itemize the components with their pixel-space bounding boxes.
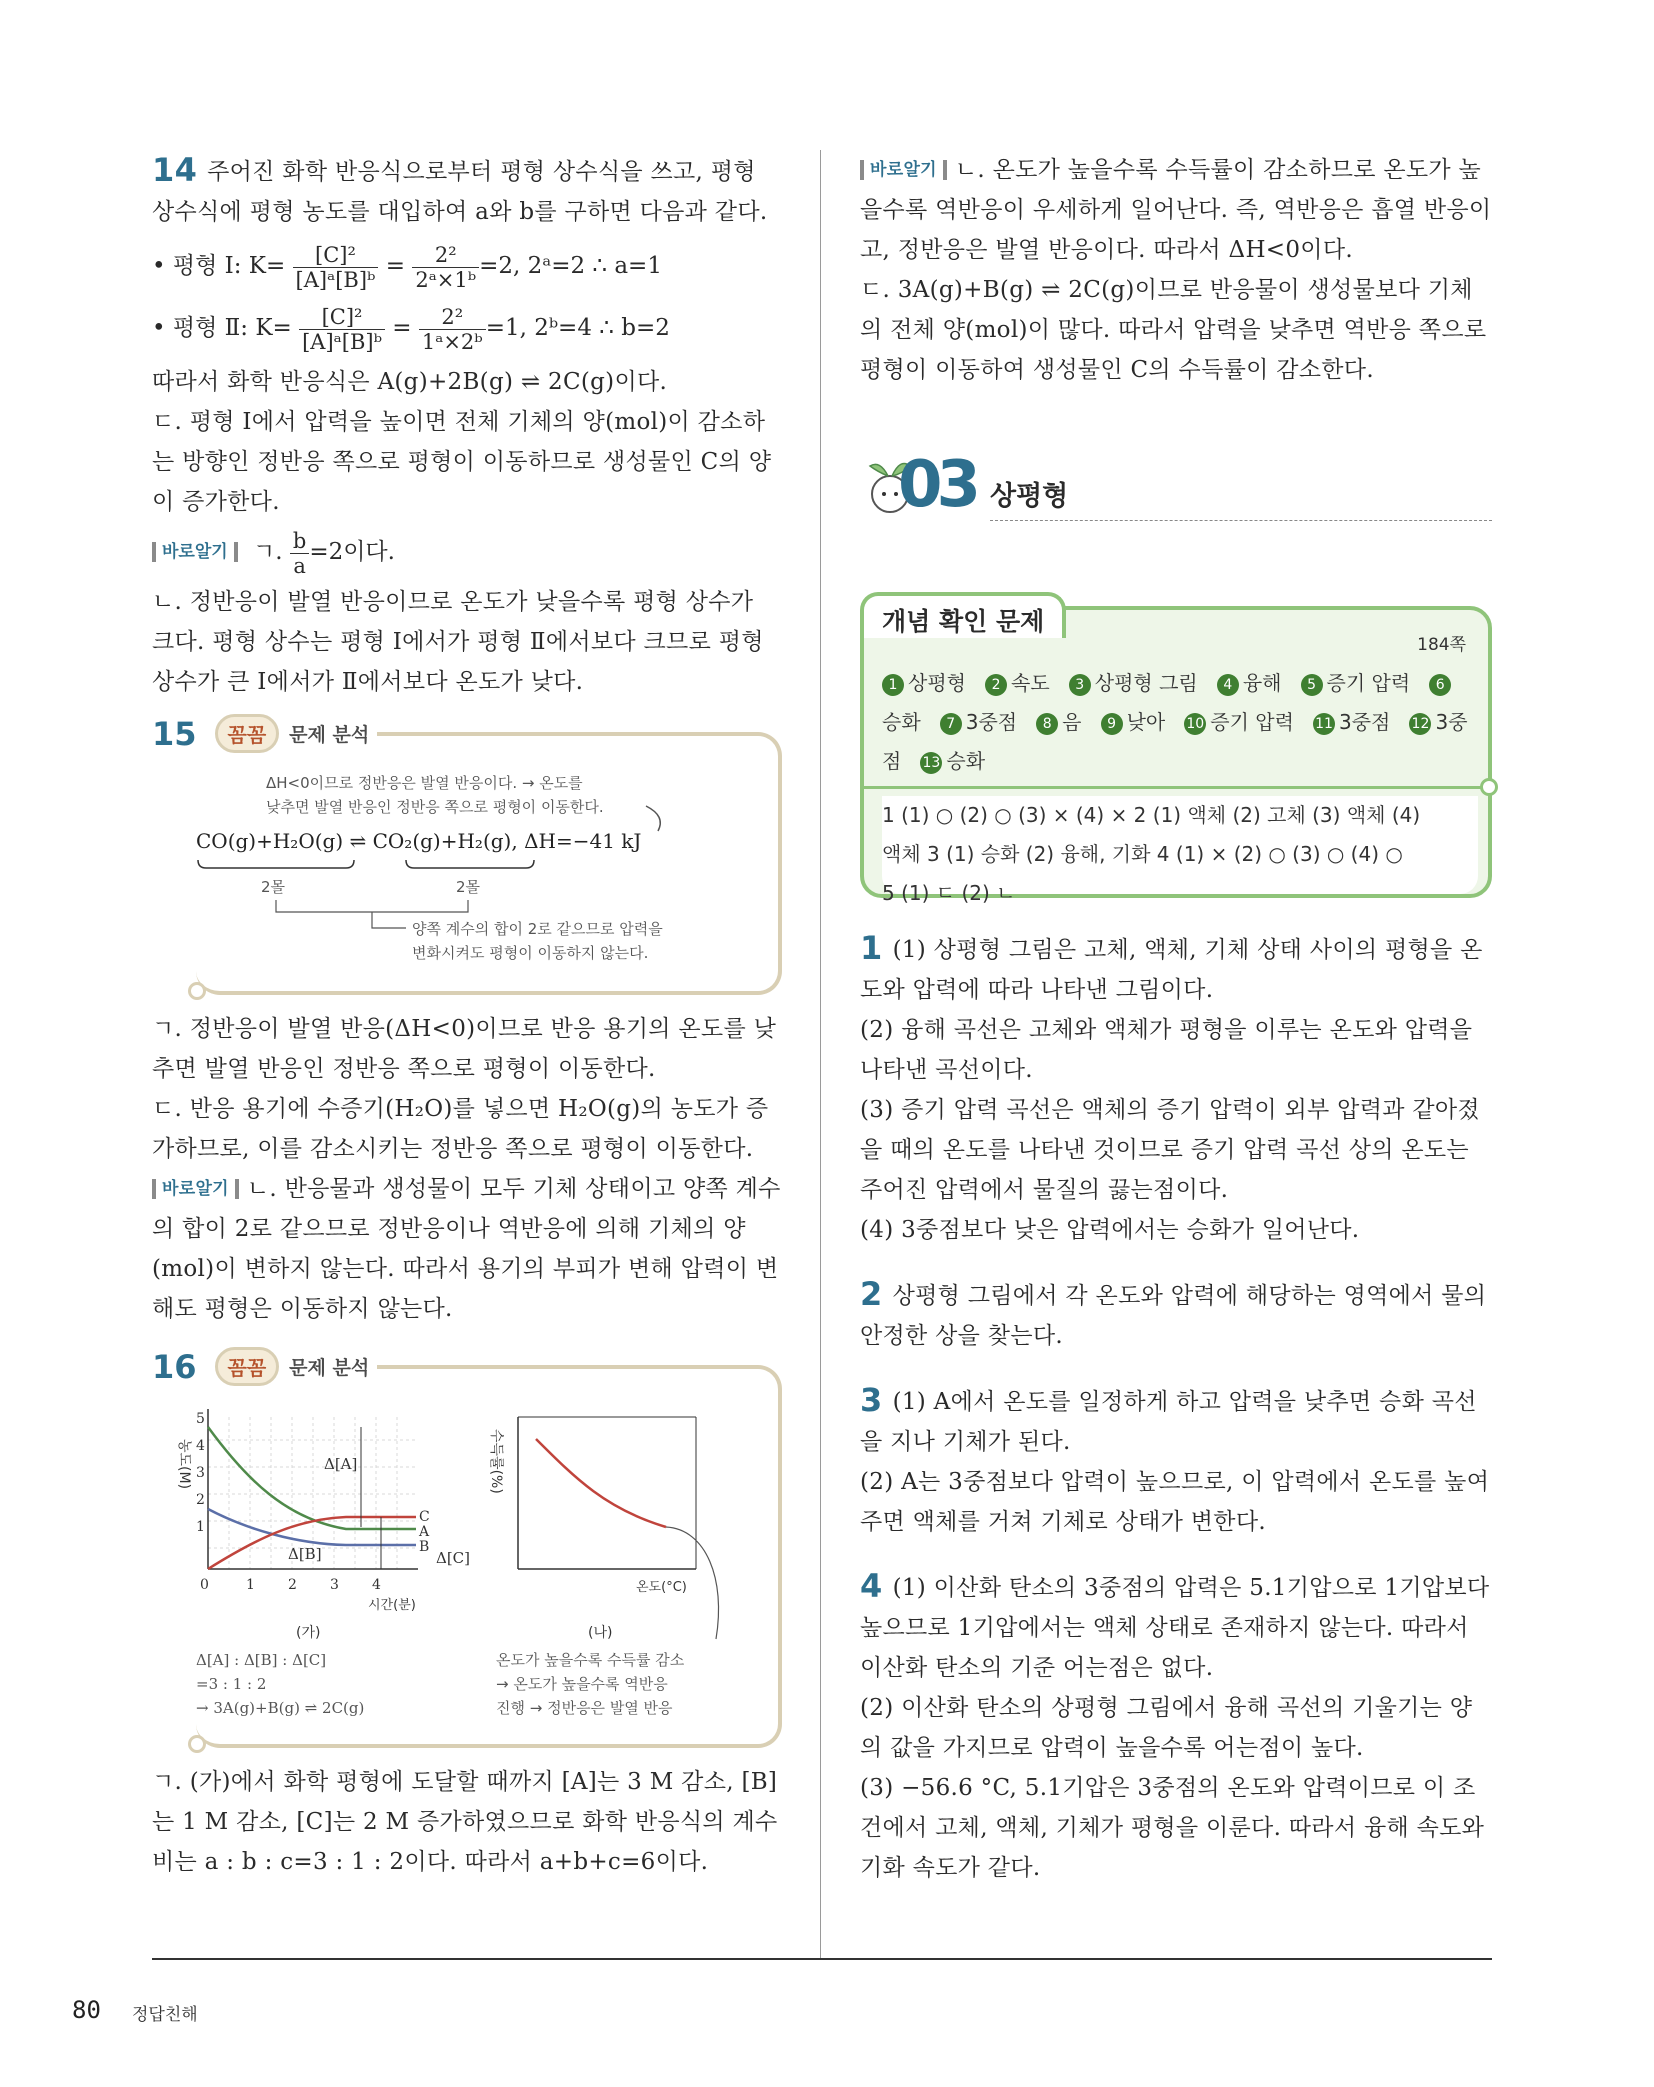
curve-B xyxy=(208,1509,416,1545)
graphs xyxy=(176,1369,776,1739)
correction-tag: 바로알기 xyxy=(152,542,238,562)
correction-tag: 바로알기 xyxy=(152,1179,239,1199)
question-number: 16 xyxy=(152,1347,197,1386)
bracket-right xyxy=(406,860,534,868)
concept-page: 184쪽 xyxy=(1417,635,1466,655)
graph-b-ylabel: 수득률(%) xyxy=(488,1429,504,1494)
bracket-left xyxy=(198,860,354,868)
concept-item: 11 3중점 xyxy=(1313,710,1390,734)
box-dot xyxy=(188,1735,206,1753)
answer-3: 3 (1) A에서 온도를 일정하게 하고 압력을 낮추면 승화 곡선을 지나 기체가 된다. (2) A는 3중점보다 압력이 높으므로, 이 압력에서 온도를 높여 주면 액체를 거쳐 기체로 상태가 변한다. xyxy=(860,1380,1492,1542)
y-tick: 4 xyxy=(196,1438,205,1454)
box-dot xyxy=(188,982,206,1000)
concept-item: 5 증기 압력 xyxy=(1301,671,1411,695)
concept-item: 12 3중점 xyxy=(882,710,1468,773)
series-label-B: B xyxy=(419,1539,430,1555)
footer-rule xyxy=(152,1958,1492,1960)
concept-item: 8 음 xyxy=(1036,710,1081,734)
answer-4: 4 (1) 이산화 탄소의 3중점의 압력은 5.1기압으로 1기압보다 높으므로 1기압에서는 액체 상태로 존재하지 않는다. 따라서 이산화 탄소의 기준 어는점은 없다. (2) 이산화 탄소의 상평형 그림에서 융해 곡선의 기울기는 양의 값을 가지므로 압력이 높을수록 어는점이 높다. (3) −56.6 °C, 5.1기압은 3중점의 온도와 압력이므로 이 조건에서 고체, 액체, 기체가 평형을 이룬다. 따라서 융해 속도와 기화 속도가 같다. xyxy=(860,1566,1492,1888)
delta-B-label: Δ[B] xyxy=(288,1545,322,1563)
x-tick: 1 xyxy=(246,1577,255,1593)
answer-1: 1 (1) 상평형 그림은 고체, 액체, 기체 상태 사이의 평형을 온도와 압력에 따라 나타낸 그림이다. (2) 융해 곡선은 고체와 액체가 평형을 이루는 온도와 압력을 나타낸 곡선이다. (3) 증기 압력 곡선은 액체의 증기 압력이 외부 압력과 같아졌을 때의 온도를 나타낸 것이므로 증기 압력 곡선 상의 온도는 주어진 압력에서 물질의 끓는점이다. (4) 3중점보다 낮은 압력에서는 승화가 일어난다. xyxy=(860,928,1492,1250)
reaction-equation: CO(g)+H₂O(g) ⇌ CO₂(g)+H₂(g), ΔH=−41 kJ xyxy=(196,829,642,853)
answer-row: 1 (1) ○ (2) ○ (3) × (4) × 2 (1) 액체 (2) 고체 (3) 액체 (4) xyxy=(882,803,1421,827)
analysis-label: 문제 분석 xyxy=(289,724,370,746)
concept-item: 2 속도 xyxy=(985,671,1050,695)
note-a-3: → 3A(g)+B(g) ⇌ 2C(g) xyxy=(196,1699,365,1717)
y-tick: 5 xyxy=(196,1411,205,1427)
note-b-1: 온도가 높을수록 수득률 감소 xyxy=(496,1651,685,1669)
concept-item: 10 증기 압력 xyxy=(1184,710,1294,734)
text-line: (2) A는 3중점보다 압력이 높으므로, 이 압력에서 온도를 높여 주면 액체를 거쳐 기체로 상태가 변한다. xyxy=(860,1469,1490,1535)
concept-item: 1 상평형 xyxy=(882,671,966,695)
page-number: 80 xyxy=(72,1996,101,2024)
graph-b xyxy=(488,1417,719,1717)
answer-number: 4 xyxy=(860,1567,883,1605)
text-line: (2) 융해 곡선은 고체와 액체가 평형을 이루는 온도와 압력을 나타낸 곡선이다. xyxy=(860,1017,1473,1083)
analysis-label: 문제 분석 xyxy=(289,1357,370,1379)
delta-C-label: Δ[C] xyxy=(436,1549,471,1567)
concept-item: 7 3중점 xyxy=(940,710,1017,734)
note-1: ΔH<0이므로 정반응은 발열 반응이다. → 온도를 xyxy=(266,774,583,792)
reaction-annotation xyxy=(196,736,776,986)
note-3: 양쪽 계수의 합이 2로 같으므로 압력을 xyxy=(412,920,663,938)
curve-A xyxy=(208,1427,416,1529)
concept-item: 4 융해 xyxy=(1217,671,1282,695)
note-a-1: Δ[A] : Δ[B] : Δ[C] xyxy=(196,1651,327,1669)
text-line: ㄱ. 정반응이 발열 반응(ΔH<0)이므로 반응 용기의 온도를 낮추면 발열 반응인 정반응 쪽으로 평형이 이동한다. xyxy=(152,1016,777,1082)
note-arrow xyxy=(646,806,660,831)
text-line: ㄷ. 3A(g)+B(g) ⇌ 2C(g)이므로 반응물이 생성물보다 기체의 전체 양(mol)이 많다. 따라서 압력을 낮추면 역반응 쪽으로 평형이 이동하여 생성물인 C의 수득률이 감소한다. xyxy=(860,277,1487,383)
text-line: ㄷ. 평형 Ⅰ에서 압력을 높이면 전체 기체의 양(mol)이 감소하는 방향인 정반응 쪽으로 평형이 이동하므로 생성물인 C의 양이 증가한다. xyxy=(152,409,772,515)
y-tick: 1 xyxy=(196,1519,205,1535)
graph-a-caption: (가) xyxy=(296,1625,321,1641)
text-line: (2) 이산화 탄소의 상평형 그림에서 융해 곡선의 기울기는 양의 값을 가지므로 압력이 높을수록 어는점이 높다. xyxy=(860,1695,1473,1761)
question-number: 15 xyxy=(152,714,197,753)
answer-number: 3 xyxy=(860,1381,883,1419)
equation-1: • 평형 Ⅰ: K= $\frac{\text{[C]²}}{\text{[A]ᵃ[B]ᵇ}}$ = $\frac{\text{2²}}{\text{2ᵃ×1ᵇ}}$ =2, 2ᵃ=2 ∴ a=1 xyxy=(152,242,662,292)
question-16 xyxy=(152,1347,782,1882)
yield-curve xyxy=(536,1439,666,1527)
question-number: 14 xyxy=(152,151,198,189)
answer-row: 5 (1) ㄷ (2) ㄴ xyxy=(882,881,1016,905)
series-label-A: A xyxy=(419,1524,430,1540)
footer-label: 정답친해 xyxy=(132,2005,198,2025)
note-b-3: 진행 → 정반응은 발열 반응 xyxy=(496,1699,673,1717)
separator-dot xyxy=(1480,778,1498,796)
graph-b-xlabel: 온도(°C) xyxy=(636,1580,687,1595)
y-tick: 2 xyxy=(196,1492,205,1508)
concept-item: 9 낮아 xyxy=(1101,710,1166,734)
delta-A-label: Δ[A] xyxy=(324,1455,358,1473)
section-number: 03 xyxy=(898,448,976,522)
note-2: 낮추면 발열 반응인 정반응 쪽으로 평형이 이동한다. xyxy=(266,798,604,816)
analysis-pill: 꼼꼼 xyxy=(215,1347,280,1386)
answer-2: 2 상평형 그림에서 각 온도와 압력에 해당하는 영역에서 물의 안정한 상을 찾는다. xyxy=(860,1275,1487,1349)
text-line: (4) 3중점보다 낮은 압력에서는 승화가 일어난다. xyxy=(860,1217,1360,1243)
concept-check-box xyxy=(860,606,1492,905)
text-line: ㄴ. 정반응이 발열 반응이므로 온도가 낮을수록 평형 상수가 크다. 평형 상수는 평형 Ⅰ에서가 평형 Ⅱ에서보다 크므로 평형 상수가 큰 Ⅰ에서가 Ⅱ에서보다 온도가 낮다. xyxy=(152,589,764,695)
y-tick: 3 xyxy=(196,1465,205,1481)
concept-item: 6승화 xyxy=(882,671,1455,734)
section-title: 상평형 xyxy=(990,481,1069,512)
graph-a xyxy=(176,1409,470,1717)
answer-number: 2 xyxy=(860,1275,883,1313)
concept-separator xyxy=(864,786,1488,789)
text-line: 따라서 화학 반응식은 A(g)+2B(g) ⇌ 2C(g)이다. xyxy=(152,369,668,395)
right-column: 바로알기 ㄴ. 온도가 높을수록 수득률이 감소하므로 온도가 높을수록 역반응이 우세하게 일어난다. 즉, 역반응은 흡열 반응이고, 정반응은 발열 반응이다. 따라서 ΔH<0이다. ㄷ. 3A(g)+B(g) ⇌ 2C(g)이므로 반응물이 생성물보다 기체의 전체 양(mol)이 많다. 따라서 압력을 낮추면 역반응 쪽으로 평형이 이동하여 생성물인 C의 수득률이 감소한다. 03 상평형 개념 확인 문제 184쪽 1 상평형 2 속도 3 상평형 그림 4 융해 5 증기 압력 6승화 7 3중점 8 음 9 낮아 10 증기 압력 11 3중점 12 3중점 13 승화 1 (1) ○ (2) ○ (3) × (4) × 2 (1) 액체 (2) 고체 (3) 액체 (4) 액체 3 (1) 승화 (2) 융해, 기화 4 (1) × (2) ○ (3) ○ (4) ○ 5 (1) ㄷ (2) ㄴ 1 (1) 상평형 그림은 고체, 액체, 기체 상태 사이의 평형을 온도와 압력에 따라 나타낸 그림이다. (2) 융해 곡선은 고체와 액체가 평형을 이루는 온도와 압력을 나타낸 곡선이다. (3) 증기 압력 곡선은 액체의 증기 압력이 외부 압력과 같아졌을 때의 온도를 나타낸 것이므로 증기 압력 곡선 상의 온도는 주어진 압력에서 물질의 끓는점이다. (4) 3중점보다 낮은 압력에서는 승화가 일어난다. 2 상평형 그림에서 각 온도와 압력에 해당하는 영역에서 물의 안정한 상을 찾는다. 3 (1) A에서 온도를 일정하게 하고 압력을 낮추면 승화 곡선을 지나 기체가 된다. (2) A는 3중점보다 압력이 높으므로, 이 압력에서 온도를 높여 주면 액체를 거쳐 기체로 상태가 변한다. 4 (1) 이산화 탄소의 3중점의 압력은 5.1기압으로 1기압보다 높으므로 1기압에서는 액체 상태로 존재하지 않는다. 따라서 이산화 탄소의 기준 어는점은 없다. (2) 이산화 탄소의 상평형 그림에서 융해 곡선의 기울기는 양의 값을 가지므로 압력이 높을수록 어는점이 높다. (3) −56.6 °C, 5.1기압은 3중점의 온도와 압력이므로 이 조건에서 고체, 액체, 기체가 평형을 이룬다. 따라서 융해 속도와 기화 속도가 같다. xyxy=(860,150,1492,1888)
note-4: 변화시켜도 평형이 이동하지 않는다. xyxy=(412,944,649,962)
analysis-box xyxy=(152,1347,782,1748)
left-column xyxy=(152,150,782,1882)
concept-item: 3 상평형 그림 xyxy=(1069,671,1198,695)
answer-row: 액체 3 (1) 승화 (2) 융해, 기화 4 (1) × (2) ○ (3) ○ (4) ○ xyxy=(882,842,1403,866)
analysis-pill: 꼼꼼 xyxy=(215,714,280,753)
correction-1: 바로알기 ㄱ. $\frac{b}{a}$ =2이다. xyxy=(152,522,782,582)
concept-items xyxy=(882,664,1472,781)
x-tick: 4 xyxy=(372,1577,381,1593)
x-tick: 0 xyxy=(200,1577,209,1593)
question-14 xyxy=(152,150,782,702)
series-label-C: C xyxy=(419,1509,430,1525)
concept-item: 13 승화 xyxy=(920,749,985,773)
analysis-box xyxy=(152,714,782,995)
text-line: ㄷ. 반응 용기에 수증기(H₂O)를 넣으면 H₂O(g)의 농도가 증가하므로, 이를 감소시키는 정반응 쪽으로 평형이 이동한다. xyxy=(152,1096,769,1162)
graph-a-ylabel: 농도(M) xyxy=(176,1439,192,1490)
question-intro: 주어진 화학 반응식으로부터 평형 상수식을 쓰고, 평형 상수식에 평형 농도를 대입하여 a와 b를 구하면 다음과 같다. xyxy=(152,159,768,225)
answer-rows xyxy=(882,796,1478,905)
question-15: 15 꼼꼼 문제 분석 ΔH<0이므로 정반응은 발열 반응이다. → 온도를 낮추면 발열 반응인 정반응 쪽으로 평형이 이동한다. CO(g)+H₂O(g) ⇌ CO₂(g)+H₂(g), ΔH=−41 kJ 2몰 2몰 양쪽 계수의 합이 2로 같으므로 압력을 변화시켜도 평형이 이동하지 않는다. ㄱ. 정반응이 발열 반응(ΔH<0)이므로 반응 용기의 온도를 낮추면 발열 반응인 정반응 쪽으로 평형이 이동한다. ㄷ. 반응 용기에 수증기(H₂O)를 넣으면 H₂O(g)의 농도가 증가하므로, 이를 감소시키는 정반응 쪽으로 평형이 이동한다. 바로알기 ㄴ. 반응물과 생성물이 모두 기체 상태이고 양쪽 계수의 합이 2로 같으므로 정반응이나 역반응에 의해 기체의 양(mol)이 변하지 않는다. 따라서 용기의 부피가 변해 압력이 변해도 평형은 이동하지 않는다. xyxy=(152,714,781,1322)
column-divider xyxy=(820,150,821,1960)
correction-tag: 바로알기 xyxy=(860,160,947,180)
text-line: ㄱ. (가)에서 화학 평형에 도달할 때까지 [A]는 3 M 감소, [B]는 1 M 감소, [C]는 2 M 증가하였으므로 화학 반응식의 계수비는 a : b : c=3 : 1 : 2이다. 따라서 a+b+c=6이다. xyxy=(152,1769,778,1875)
mol-right: 2몰 xyxy=(456,878,481,896)
section-rule xyxy=(990,520,1492,521)
equation-2: • 평형 Ⅱ: K= $\frac{\text{[C]²}}{\text{[A]ᵃ[B]ᵇ}}$ = $\frac{\text{2²}}{\text{1ᵃ×2ᵇ}}$ =1, 2ᵇ=4 ∴ b=2 xyxy=(152,304,670,354)
answer-number: 1 xyxy=(860,929,883,967)
x-tick: 3 xyxy=(330,1577,339,1593)
text-line: (3) 증기 압력 곡선은 액체의 증기 압력이 외부 압력과 같아졌을 때의 온도를 나타낸 것이므로 증기 압력 곡선 상의 온도는 주어진 압력에서 물질의 끓는점이다. xyxy=(860,1097,1480,1203)
graph-b-caption: (나) xyxy=(588,1625,613,1641)
note-a-2: =3 : 1 : 2 xyxy=(196,1675,267,1693)
x-tick: 2 xyxy=(288,1577,297,1593)
concept-tab: 개념 확인 문제 xyxy=(860,592,1066,638)
note-b-2: → 온도가 높을수록 역반응 xyxy=(496,1675,668,1693)
graph-a-xlabel: 시간(분) xyxy=(368,1598,416,1613)
section-header xyxy=(860,448,1492,542)
text-line: (3) −56.6 °C, 5.1기압은 3중점의 온도와 압력이므로 이 조건에서 고체, 액체, 기체가 평형을 이룬다. 따라서 융해 속도와 기화 속도가 같다. xyxy=(860,1775,1485,1881)
mol-left: 2몰 xyxy=(261,878,286,896)
